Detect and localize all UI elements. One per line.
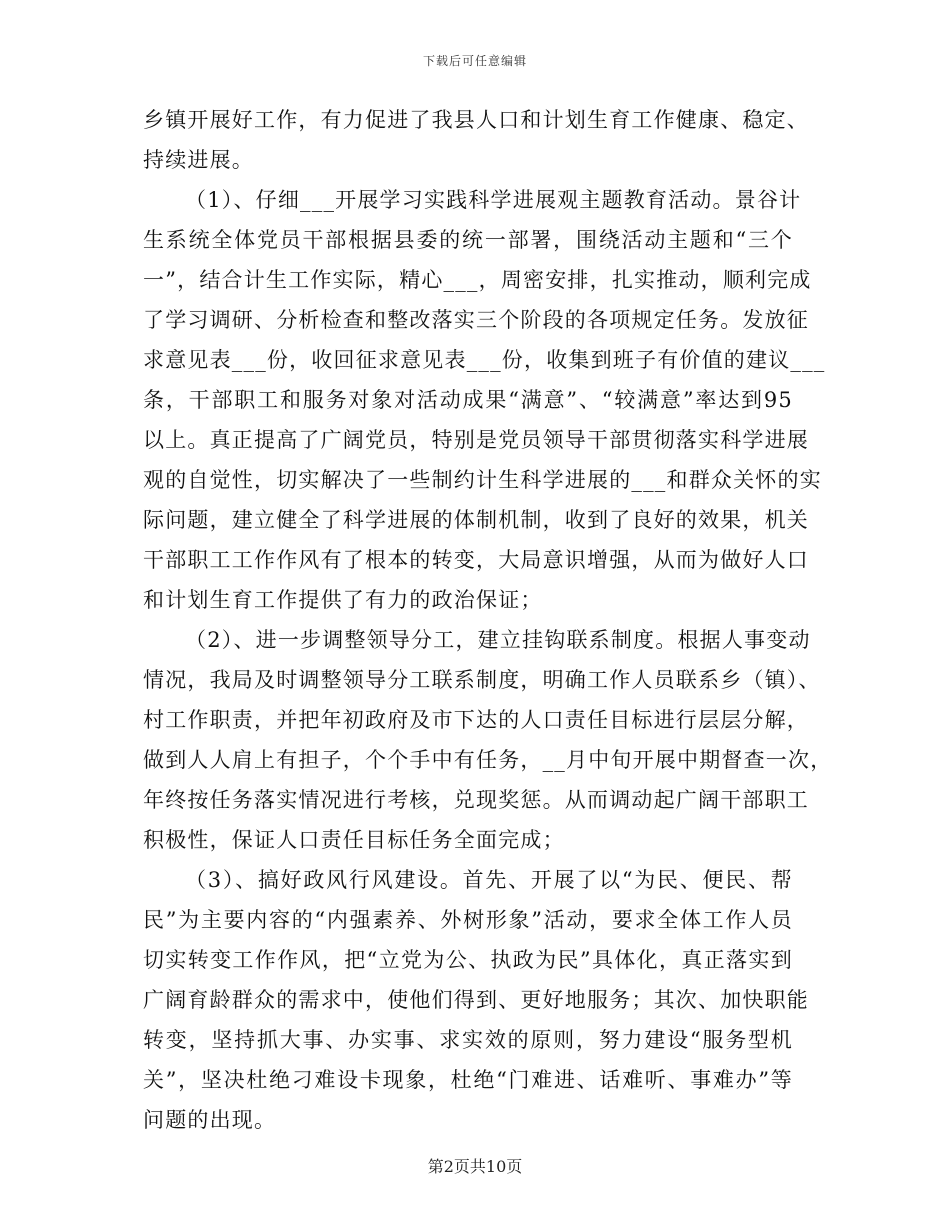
text-line: 村工作职责，并把年初政府及市下达的人口责任目标进行层层分解， [143,708,809,732]
text-line: 广阔育龄群众的需求中，使他们得到、更好地服务；其次、加快职能 [143,988,809,1012]
paragraph-3-start: （3）、搞好政风行风建设。首先、开展了以“为民、便民、帮 [185,868,793,892]
text-line: 切实转变工作作风，把“立党为公、执政为民”具体化，真正落实到 [143,948,793,972]
text-line: 做到人人肩上有担子，个个手中有任务，__月中旬开展中期督查一次， [143,748,833,772]
text-line: 了学习调研、分析检查和整改落实三个阶段的各项规定任务。发放征 [143,308,809,332]
text-line: 以上。真正提高了广阔党员，特别是党员领导干部贯彻落实科学进展 [143,428,809,452]
text-line: 观的自觉性，切实解决了一些制约计生科学进展的___和群众关怀的实 [143,468,822,492]
text-line: 际问题，建立健全了科学进展的体制机制，收到了良好的效果，机关 [143,508,809,532]
text-line: 乡镇开展好工作，有力促进了我县人口和计划生育工作健康、稳定、 [143,108,809,132]
text-line: 持续进展。 [143,148,254,172]
text-line: 一”，结合计生工作实际，精心___，周密安排，扎实推动，顺利完成 [143,268,812,292]
paragraph-2-start: （2）、进一步调整领导分工，建立挂钩联系制度。根据人事变动 [185,628,811,652]
page-number: 第2页共10页 [427,1157,523,1176]
text-line: 求意见表___份，收回征求意见表___份，收集到班子有价值的建议___ [143,348,826,372]
document-body [143,100,833,1140]
text-line: 和计划生育工作提供了有力的政治保证； [143,588,543,612]
page-header: 下载后可任意编辑 [422,54,527,68]
text-line: 积极性，保证人口责任目标任务全面完成； [143,828,565,852]
paragraph-1-start: （1）、仔细___开展学习实践科学进展观主题教育活动。景谷计 [185,188,802,212]
text-line: 干部职工工作作风有了根本的转变，大局意识增强，从而为做好人口 [143,548,809,572]
text-line: 条，干部职工和服务对象对活动成果“满意”、“较满意”率达到95 [143,388,793,412]
text-line: 情况，我局及时调整领导分工联系制度，明确工作人员联系乡（镇）、 [143,668,821,692]
text-line: 年终按任务落实情况进行考核，兑现奖惩。从而调动起广阔干部职工 [143,788,809,812]
text-line: 民”为主要内容的“内强素养、外树形象”活动，要求全体工作人员 [143,908,793,932]
text-line: 关”，坚决杜绝刁难设卡现象，杜绝“门难进、话难听、事难办”等 [143,1068,793,1092]
text-line: 转变，坚持抓大事、办实事、求实效的原则，努力建设“服务型机 [143,1028,793,1052]
text-line: 生系统全体党员干部根据县委的统一部署，围绕活动主题和“三个 [143,228,793,252]
text-line: 问题的出现。 [143,1108,277,1132]
